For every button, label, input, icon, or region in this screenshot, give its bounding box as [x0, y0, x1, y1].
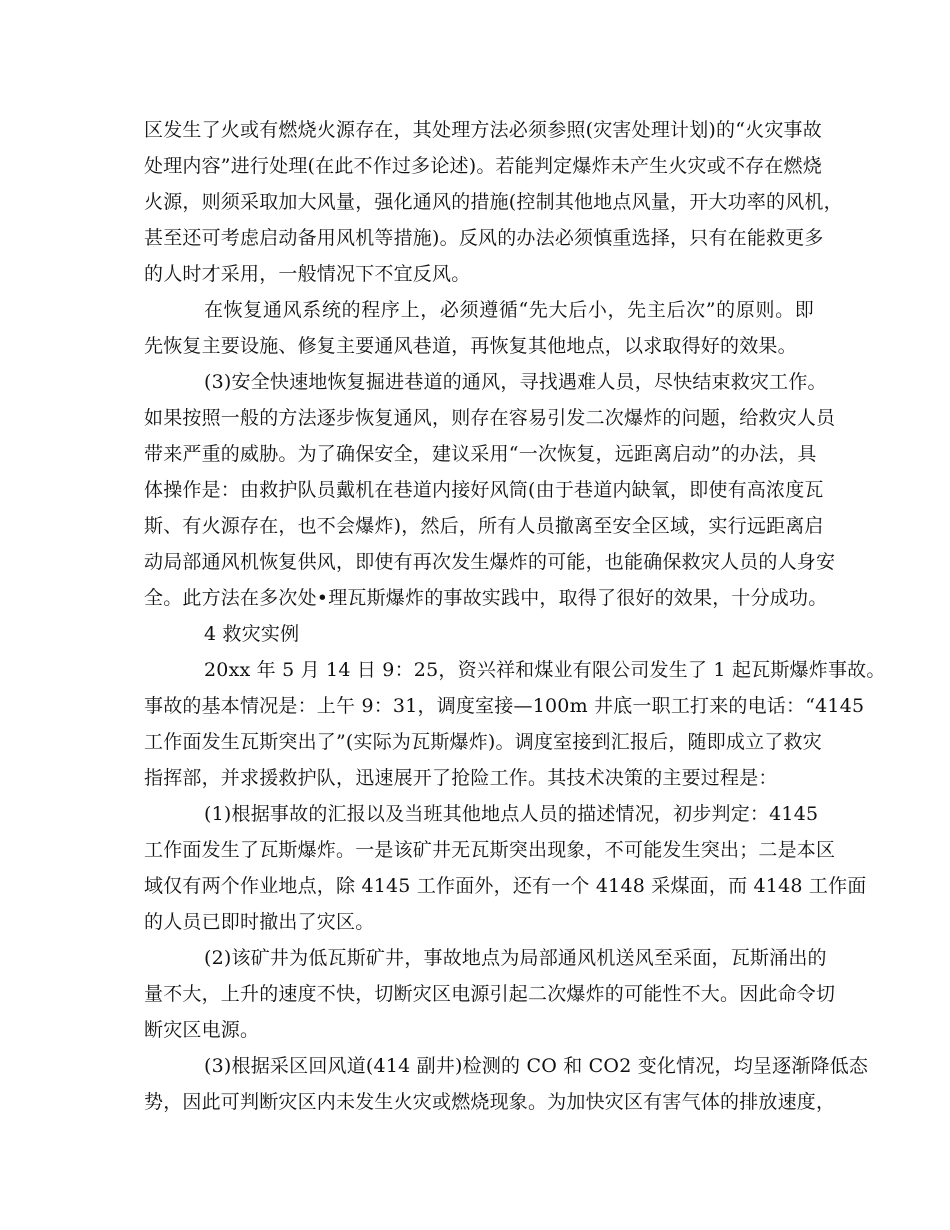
paragraph-line: 甚至还可考虑启动备用风机等措施)。反风的办法必须慎重选择，只有在能救更多 — [144, 227, 824, 249]
paragraph-line: 体操作是：由救护队员戴机在巷道内接好风筒(由于巷道内缺氧，即使有高浓度瓦 — [144, 479, 824, 501]
paragraph-line: (3)安全快速地恢复掘进巷道的通风，寻找遇难人员，尽快结束救灾工作。 — [204, 371, 827, 393]
paragraph-line: 20xx 年 5 月 14 日 9：25，资兴祥和煤业有限公司发生了 1 起瓦斯爆炸事故。 — [204, 659, 886, 681]
paragraph-line: 量不大，上升的速度不快，切断灾区电源引起二次爆炸的可能性不大。因此命令切 — [144, 983, 836, 1005]
paragraph-line: 如果按照一般的方法逐步恢复通风，则存在容易引发二次爆炸的问题，给救灾人员 — [144, 407, 836, 429]
paragraph-line: 动局部通风机恢复供风，即使有再次发生爆炸的可能，也能确保救灾人员的人身安 — [144, 551, 836, 573]
paragraph-line: 斯、有火源存在，也不会爆炸)，然后，所有人员撤离至安全区域，实行远距离启 — [144, 515, 824, 537]
paragraph-line: 先恢复主要设施、修复主要通风巷道，再恢复其他地点，以求取得好的效果。 — [144, 335, 797, 357]
paragraph-line: 区发生了火或有燃烧火源存在，其处理方法必须参照(灾害处理计划)的“火灾事故 — [144, 119, 822, 141]
paragraph-line: 带来严重的威胁。为了确保安全，建议采用“一次恢复，远距离启动”的办法，具 — [144, 443, 817, 465]
paragraph-line: 事故的基本情况是：上午 9：31，调度室接—100m 井底一职工打来的电话：“4145 — [144, 695, 865, 717]
paragraph-line: 在恢复通风系统的程序上，必须遵循“先大后小，先主后次”的原则。即 — [204, 299, 814, 321]
paragraph-line: (2)该矿井为低瓦斯矿井，事故地点为局部通风机送风至采面，瓦斯涌出的 — [204, 947, 827, 969]
paragraph-line: 处理内容”进行处理(在此不作过多论述)。若能判定爆炸未产生火灾或不存在燃烧 — [144, 155, 822, 177]
paragraph-line: 的人时才采用，一般情况下不宜反风。 — [144, 263, 471, 285]
paragraph-line: (3)根据采区回风道(414 副井)检测的 CO 和 CO2 变化情况，均呈逐渐降低态 — [204, 1055, 869, 1077]
paragraph-line: 断灾区电源。 — [144, 1019, 260, 1041]
paragraph-line: 域仅有两个作业地点，除 4145 工作面外，还有一个 4148 采煤面，而 4148 工作面 — [144, 875, 867, 897]
paragraph-line: 工作面发生瓦斯突出了”(实际为瓦斯爆炸)。调度室接到汇报后，随即成立了救灾 — [144, 731, 822, 753]
section-heading: 4 救灾实例 — [204, 623, 300, 645]
paragraph-line: (1)根据事故的汇报以及当班其他地点人员的描述情况，初步判定：4145 — [204, 803, 819, 825]
paragraph-line: 的人员已即时撤出了灾区。 — [144, 911, 375, 933]
paragraph-line: 火源，则须采取加大风量，强化通风的措施(控制其他地点风量，开大功率的风机， — [144, 191, 843, 213]
paragraph-line: 工作面发生了瓦斯爆炸。一是该矿井无瓦斯突出现象，不可能发生突出；二是本区 — [144, 839, 836, 861]
paragraph-line: 势，因此可判断灾区内未发生火灾或燃烧现象。为加快灾区有害气体的排放速度， — [144, 1091, 836, 1113]
paragraph-line: 指挥部，并求援救护队，迅速展开了抢险工作。其技术决策的主要过程是： — [144, 767, 778, 789]
document-body — [144, 112, 886, 1120]
paragraph-line: 全。此方法在多次处•理瓦斯爆炸的事故实践中，取得了很好的效果，十分成功。 — [144, 587, 828, 609]
